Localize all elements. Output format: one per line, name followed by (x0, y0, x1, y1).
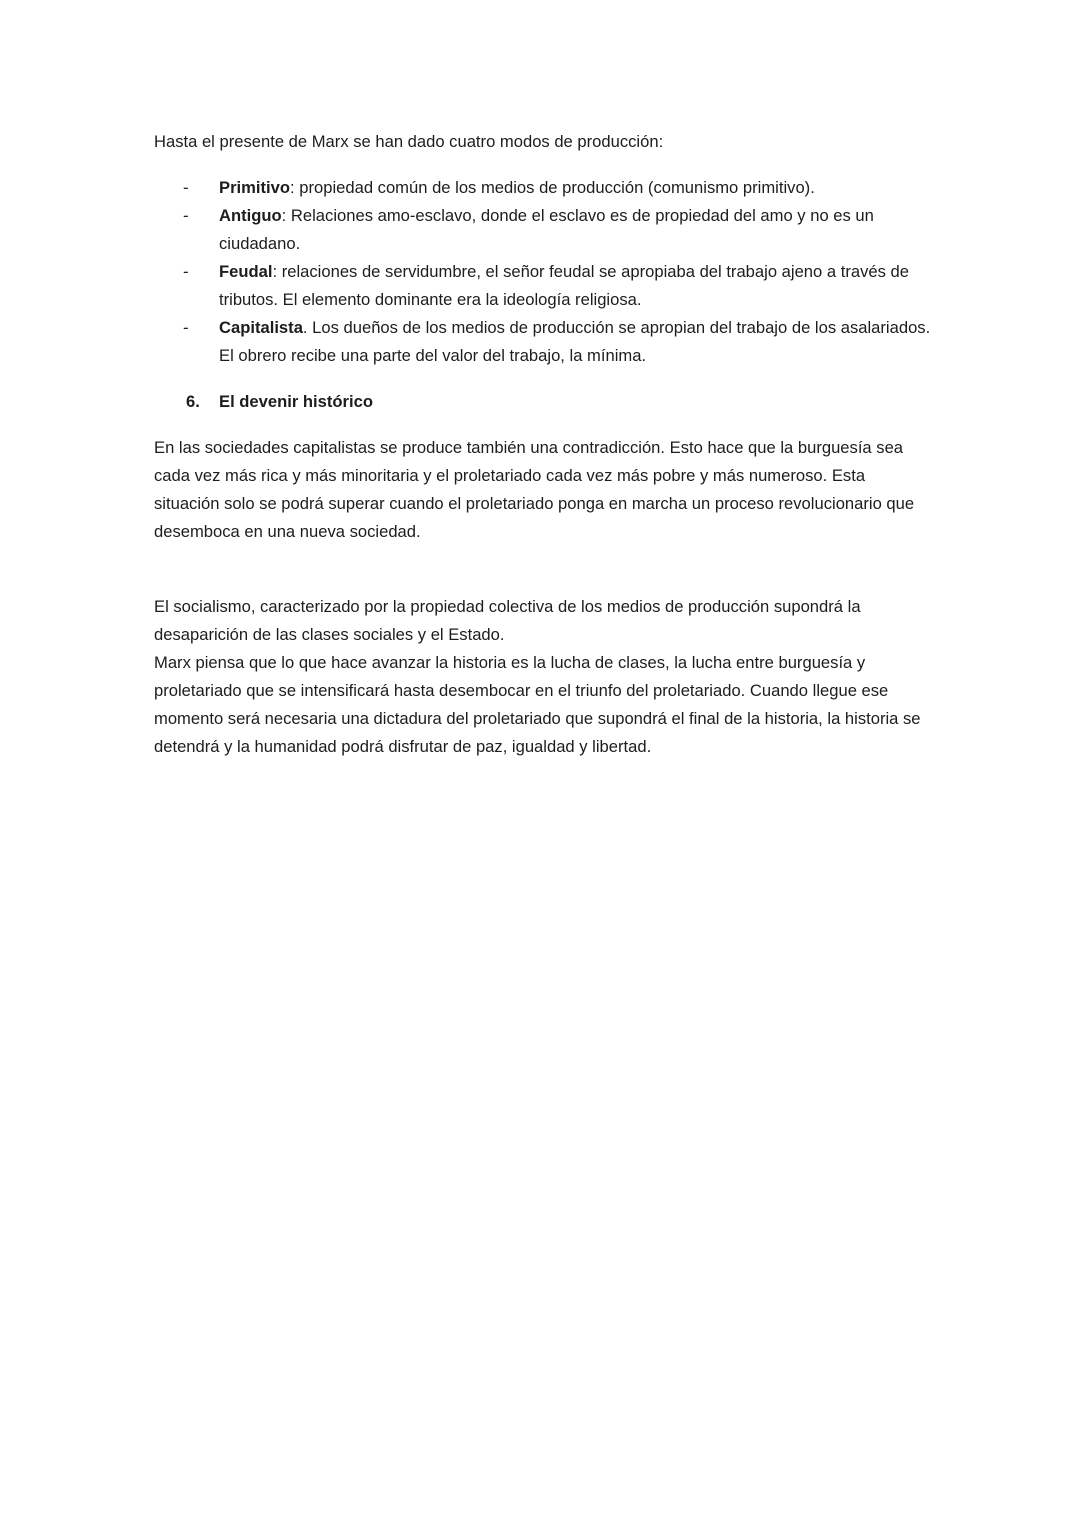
production-modes-list (154, 174, 934, 370)
list-dash: - (183, 178, 189, 197)
list-item-text: : propiedad común de los medios de producción (comunismo primitivo). (290, 178, 815, 197)
list-dash: - (183, 318, 189, 337)
list-item-text: . Los dueños de los medios de producción se apropian del trabajo de los asalariados. El obrero recibe una parte del valor del trabajo, la mínima. (219, 318, 931, 365)
list-item-text: : relaciones de servidumbre, el señor feudal se apropiaba del trabajo ajeno a través de tributos. El elemento dominante era la ideología religiosa. (219, 262, 909, 309)
body-paragraph: En las sociedades capitalistas se produce también una contradicción. Esto hace que la burguesía sea cada vez más rica y más minoritaria y el proletariado cada vez más pobre y más numeroso. Esta situación solo se podrá superar cuando el proletariado ponga en marcha un proceso revolucionario que desemboca en una nueva sociedad. (154, 438, 915, 541)
list-dash: - (183, 262, 189, 281)
list-item-term: Capitalista (219, 318, 303, 337)
list-item-capitalista (154, 314, 934, 370)
list-item-term: Antiguo (219, 206, 282, 225)
list-item-term: Primitivo (219, 178, 291, 197)
section-number: 6. (186, 392, 200, 411)
list-item-antiguo (154, 202, 934, 258)
list-item-text: : Relaciones amo-esclavo, donde el esclavo es de propiedad del amo y no es un ciudadano. (219, 206, 874, 253)
list-item-feudal (154, 258, 934, 314)
list-item-primitivo (154, 174, 934, 202)
body-paragraph: El socialismo, caracterizado por la propiedad colectiva de los medios de producción supondrá la desaparición de las clases sociales y el Estado. (154, 597, 861, 644)
document-page (154, 128, 934, 761)
section-title: El devenir histórico (219, 392, 373, 411)
intro-paragraph: Hasta el presente de Marx se han dado cuatro modos de producción: (154, 132, 664, 151)
list-dash: - (183, 206, 189, 225)
section-heading (186, 388, 934, 416)
list-item-term: Feudal (219, 262, 273, 281)
body-paragraph: Marx piensa que lo que hace avanzar la historia es la lucha de clases, la lucha entre burguesía y proletariado que se intensificará hasta desembocar en el triunfo del proletariado. Cuando llegue ese momento será necesaria una dictadura del proletariado que supondrá el final de la historia, la historia se detendrá y la humanidad podrá disfrutar de paz, igualdad y libertad. (154, 653, 921, 756)
